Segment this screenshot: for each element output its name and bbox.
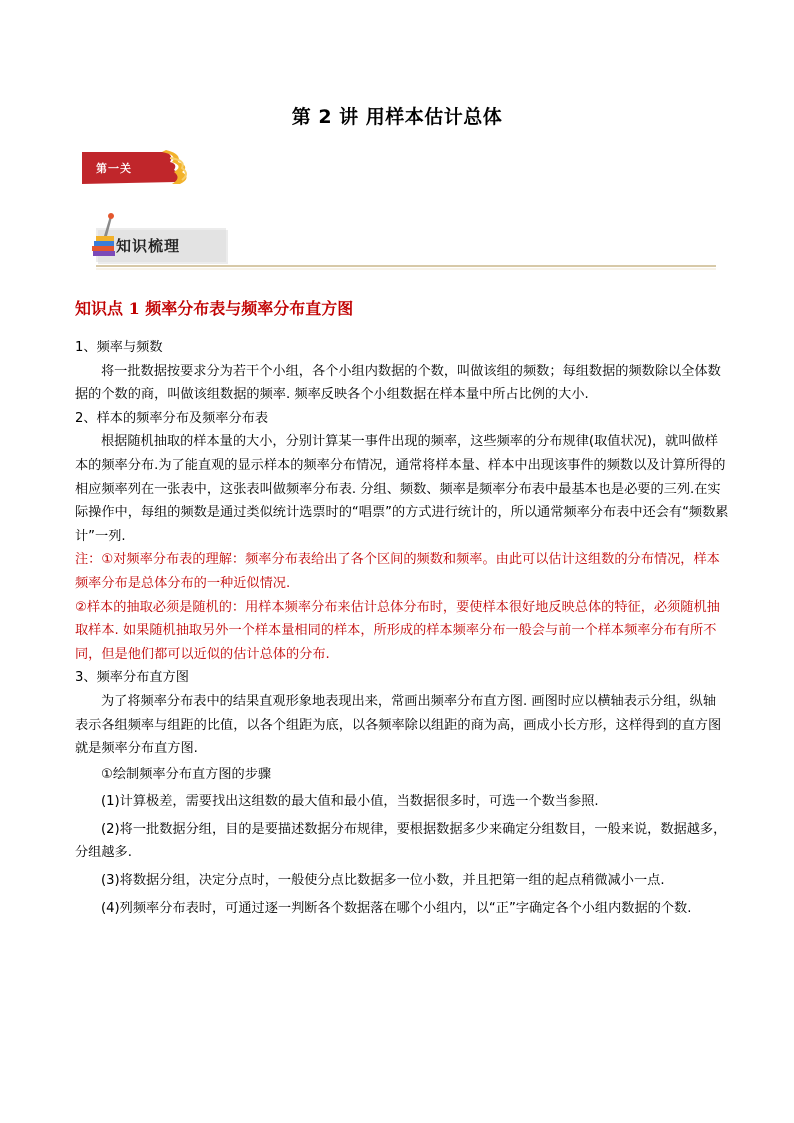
section-heading: 2、样本的频率分布及频率分布表	[75, 410, 269, 426]
page-title: 第 2 讲 用样本估计总体	[291, 106, 503, 128]
section-body: 为了将频率分布表中的结果直观形象地表现出来，常画出频率分布直方图. 画图时应以横轴表示分组，纵轴表示各组频率与组距的比值，以各个组距为底，以各频率除以组距的商为高，画成小长方形，这样得到的直方图就是频率分布直方图.	[75, 693, 722, 757]
section-heading: 1、频率与频数	[75, 340, 163, 355]
knowledge-banner-bg	[92, 212, 720, 272]
section-banner-first	[82, 150, 192, 186]
note-1: 注：①对频率分布表的理解：频率分布表给出了各个区间的频数和频率。由此可以估计这组数的分布情况，样本频率分布是总体分布的一种近似情况.	[75, 552, 720, 591]
section-heading: 3、频率分布直方图	[75, 670, 189, 686]
knowledge-point-title: 知识点 1 频率分布表与频率分布直方图	[75, 299, 354, 318]
steps-title: ①绘制频率分布直方图的步骤	[101, 766, 272, 782]
step-item: (3)将数据分组，决定分点时，一般使分点比数据多一位小数，并且把第一组的起点稍微减小一点.	[101, 873, 665, 889]
step-item: (4)列频率分布表时，可通过逐一判断各个数据落在哪个小组内，以“正”字确定各个小组内数据的个数.	[101, 900, 692, 916]
main-content	[75, 336, 729, 920]
step-item: (2)将一批数据分组，目的是要描述数据分布规律，要根据数据多少来确定分组数目，一般来说，数据越多，分组越多.	[75, 821, 727, 861]
section-banner-knowledge	[92, 212, 720, 272]
note-2: ②样本的抽取必须是随机的：用样本频率分布来估计总体分布时，要使样本很好地反映总体的特征，必须随机抽取样本. 如果随机抽取另外一个样本量相同的样本，所形成的样本频率分布一般会与前一个样本频率分布有所不同，但是他们都可以近似的估计总体的分布.	[75, 599, 720, 662]
section-body: 根据随机抽取的样本量的大小，分别计算某一事件出现的频率，这些频率的分布规律(取值状况)，就叫做样本的频率分布.为了能直观的显示样本的频率分布情况，通常将样本量、样本中出现该事件的频数以及计算所得的相应频率列在一张表中，这张表叫做频率分布表. 分组、频数、频率是频率分布表中最基本也是必要的三列.在实际操作中，每组的频数是通过类似统计选票时的“唱票”的方式进行统计的，所以通常频率分布表中还会有“频数累计”一列.	[75, 434, 729, 544]
banner-label: 第一关	[96, 162, 132, 175]
step-item: (1)计算极差，需要找出这组数的最大值和最小值，当数据很多时，可选一个数当参照.	[101, 794, 599, 810]
section-body: 将一批数据按要求分为若干个小组，各个小组内数据的个数，叫做该组的频数；每组数据的频数除以全体数据的个数的商，叫做该组数据的频率. 频率反映各个小组数据在样本量中所占比例的大小.	[75, 363, 721, 403]
banner-label: 知识梳理	[116, 237, 181, 255]
